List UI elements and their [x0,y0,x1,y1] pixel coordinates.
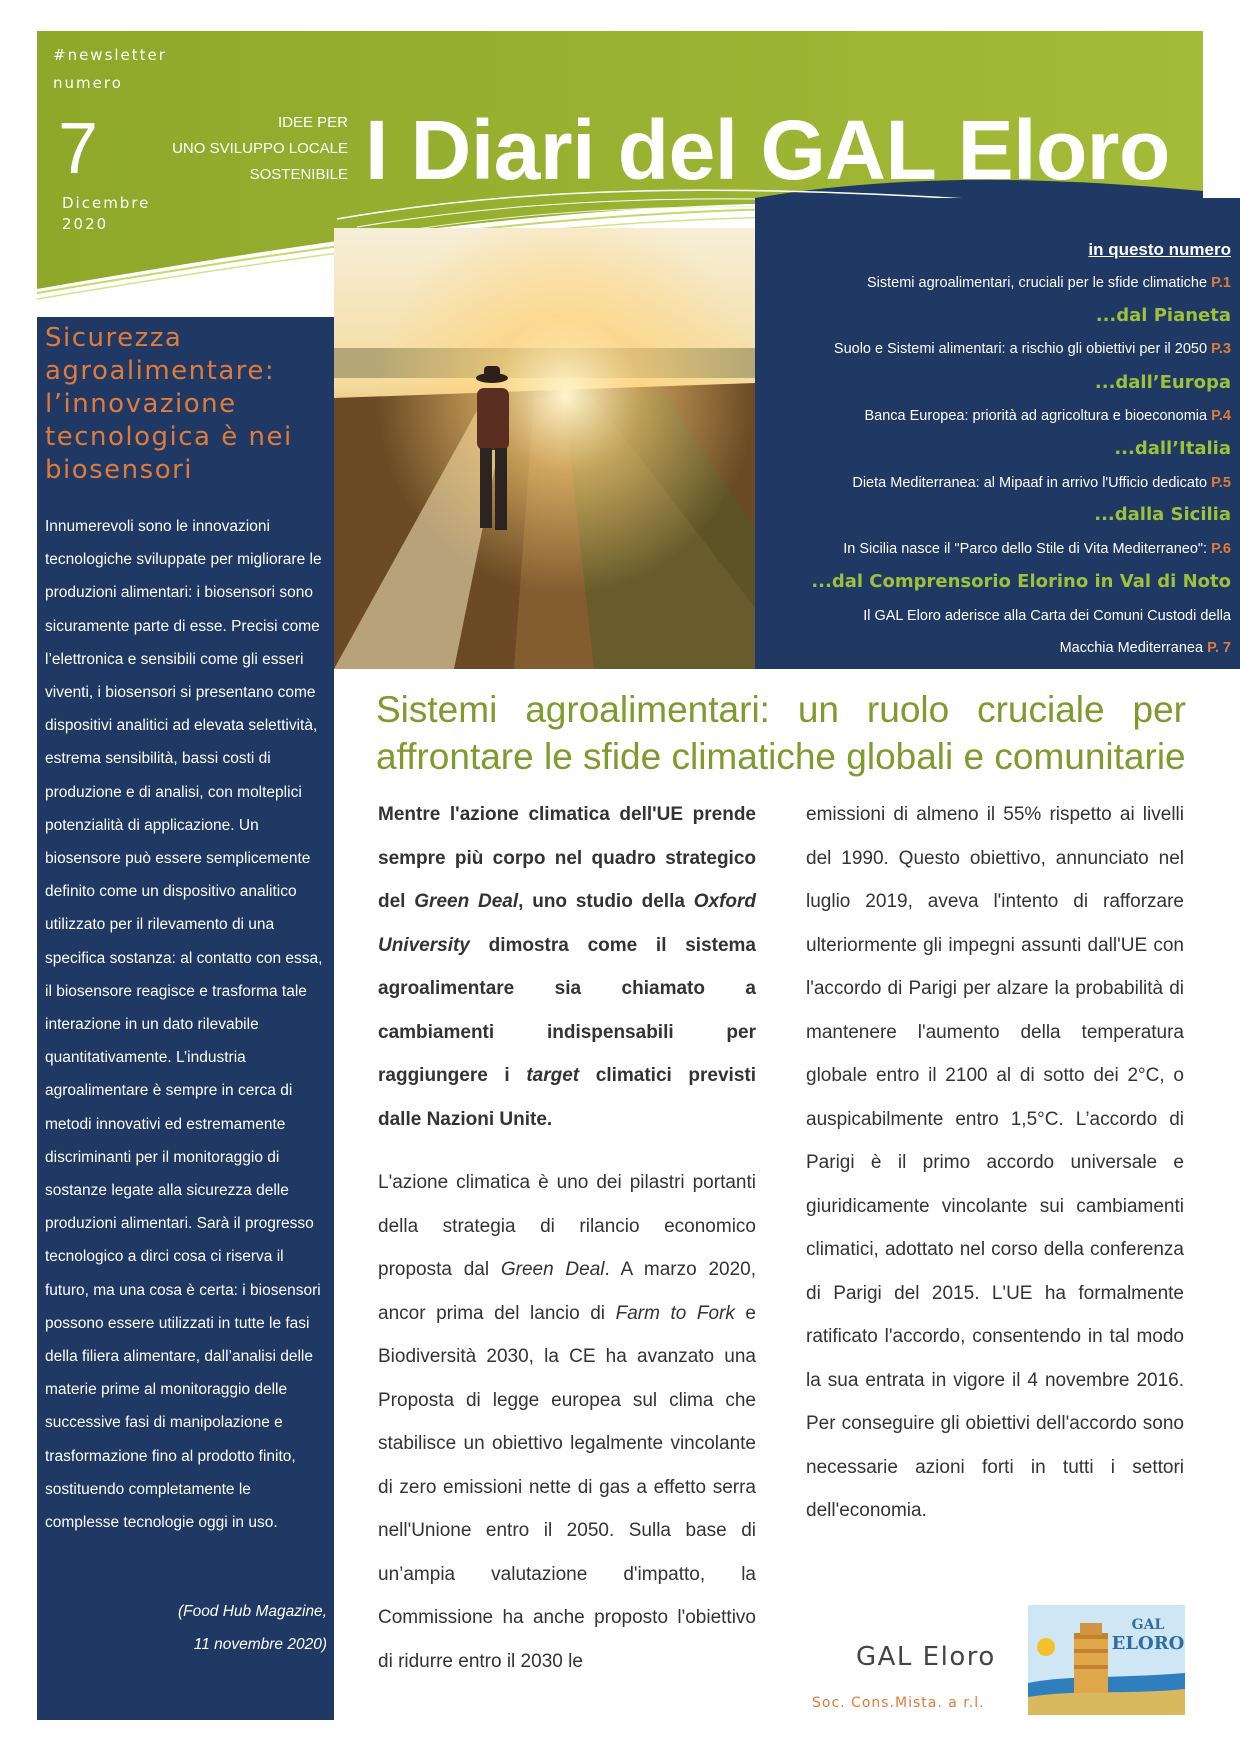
page-ref: P.4 [1211,408,1231,424]
signature-subtitle: Soc. Cons.Mista. a r.l. [812,1695,985,1711]
page-ref: P.5 [1211,475,1231,491]
numero-label: numero [53,74,123,92]
article-body-col2: emissioni di almeno il 55% rispetto ai livelli del 1990. Questo obiettivo, annunciato nel luglio 2019, aveva l'intento di rafforzare ulteriormente gli impegni assunti dall'UE con l'accordo di Parigi per alzare la probabilità di mantenere l'aumento della temperatura globale entro il 2100 al di sotto dei 2°C, o auspicabilmente entro 1,5°C. L’accordo di Parigi è il primo accordo universale e giuridicamente vincolante sui cambiamenti climatici, adottato nel corso della conferenza di Parigi del 2015. L'UE ha formalmente ratificato l'accordo, consentendo in tal modo la sua entrata in vigore il 4 novembre 2016. Per conseguire gli obiettivi dell'accordo sono necessarie azioni forti in tutti i settori dell'economia. [806,804,1184,1521]
credit-source: (Food Hub Magazine, [177,1603,327,1620]
sidebar-title: Sicurezza agroalimentare: l’innovazione tecnologica è nei biosensori [45,323,293,485]
article-title: Sistemi agroalimentari: un ruolo cruciale per affrontare le sfide climatiche globali e comunitarie [376,689,1186,777]
issue-month: Dicembre [62,194,151,212]
contents-entry[interactable]: Il GAL Eloro aderisce alla Carta dei Comuni Custodi della [863,608,1231,624]
contents-entry[interactable]: Macchia Mediterranea P. 7 [1059,640,1231,656]
section-heading: ...dalla Sicilia [1094,504,1231,525]
contents-entry[interactable]: Suolo e Sistemi alimentari: a rischio gli obiettivi per il 2050 P.3 [833,341,1231,357]
tagline-line: UNO SVILUPPO LOCALE [172,140,348,157]
tagline-line: IDEE PER [277,114,348,131]
section-heading: ...dall’Europa [1094,372,1231,393]
contents-entry[interactable]: Banca Europea: priorità ad agricoltura e bioeconomia P.4 [864,408,1231,424]
issue-number: 7 [58,109,99,189]
sidebar-body: Innumerevoli sono le innovazioni tecnologiche sviluppate per migliorare le produzioni alimentari: i biosensori sono sicuramente parte di esse. Precisi come l’elettronica e sensibili come gli esseri viventi, i biosensori si presentano come dispositivi analitici ad elevata selettività, estrema sensibilità, bassi costi di produzione e di analisi, con molteplici potenzialità di applicazione. Un biosensore può essere semplicemente definito come un dispositivo analitico utilizzato per il rilevamento di una specifica sostanza: al contatto con essa, il biosensore reagisce e trasforma tale interazione in un dato rilevabile quantitativamente. L’industria agroalimentare è sempre in cerca di metodi innovativi ed estremamente discriminanti per il monitoraggio di sostanze legate alla sicurezza delle produzioni alimentari. Sarà il progresso tecnologico a dirci cosa ci riserva il futuro, ma una cosa è certa: i biosensori possono essere utilizzati in tutte le fasi della filiera alimentare, dall’analisi delle materie prime al monitoraggio delle successive fasi di manipolazione e trasformazione fino al prodotto finito, sostituendo completamente le complesse tecnologie oggi in uso. [45,518,323,1532]
contents-panel [755,198,1240,669]
credit-date: 11 novembre 2020) [193,1636,327,1653]
article-lead: Mentre l'azione climatica dell'UE prende sempre più corpo nel quadro strategico del Green Deal, uno studio della Oxford University dimostra come il sistema agroalimentare sia chiamato a cambiamenti indispensabili per raggiungere i target climatici previsti dalle Nazioni Unite. [378,804,757,1130]
farmer-field-photo [334,228,755,669]
newsletter-hashtag: #newsletter [53,46,167,64]
page-ref: P.3 [1211,341,1231,357]
contents-title: in questo numero [1088,240,1231,259]
contents-entry[interactable]: Sistemi agroalimentari, cruciali per le sfide climatiche P.1 [866,275,1231,291]
contents-entry[interactable]: In Sicilia nasce il "Parco dello Stile di Vita Mediterraneo": P.6 [843,541,1231,557]
signature-name: GAL Eloro [856,1642,996,1672]
page-ref: P. 7 [1207,640,1231,656]
newsletter-title: I Diari del GAL Eloro [365,103,1170,197]
page-ref: P.6 [1211,541,1231,557]
tagline [140,110,348,188]
section-heading: ...dal Comprensorio Elorino in Val di Noto [811,571,1231,592]
tagline-line: SOSTENIBILE [249,166,348,183]
sidebar-credit [45,1595,327,1661]
section-heading: ...dal Pianeta [1095,305,1231,326]
section-heading: ...dall’Italia [1114,438,1231,459]
logo-text-gal: GAL [1131,1617,1165,1633]
issue-year: 2020 [62,215,109,233]
page-ref: P.1 [1211,275,1231,291]
logo-text-eloro: ELORO [1111,1633,1185,1654]
contents-entry[interactable]: Dieta Mediterranea: al Mipaaf in arrivo l'Ufficio dedicato P.5 [852,475,1231,491]
gal-eloro-logo [1028,1605,1185,1715]
article-body-col1: L'azione climatica è uno dei pilastri portanti della strategia di rilancio economico proposta dal Green Deal. A marzo 2020, ancor prima del lancio di Farm to Fork e Biodiversità 2030, la CE ha avanzato una Proposta di legge europea sul clima che stabilisce un obiettivo legalmente vincolante di zero emissioni nette di gas a effetto serra nell'Unione entro il 2050. Sulla base di un’ampia valutazione d'impatto, la Commissione ha anche proposto l'obiettivo di ridurre entro il 2030 le [378,1172,756,1672]
